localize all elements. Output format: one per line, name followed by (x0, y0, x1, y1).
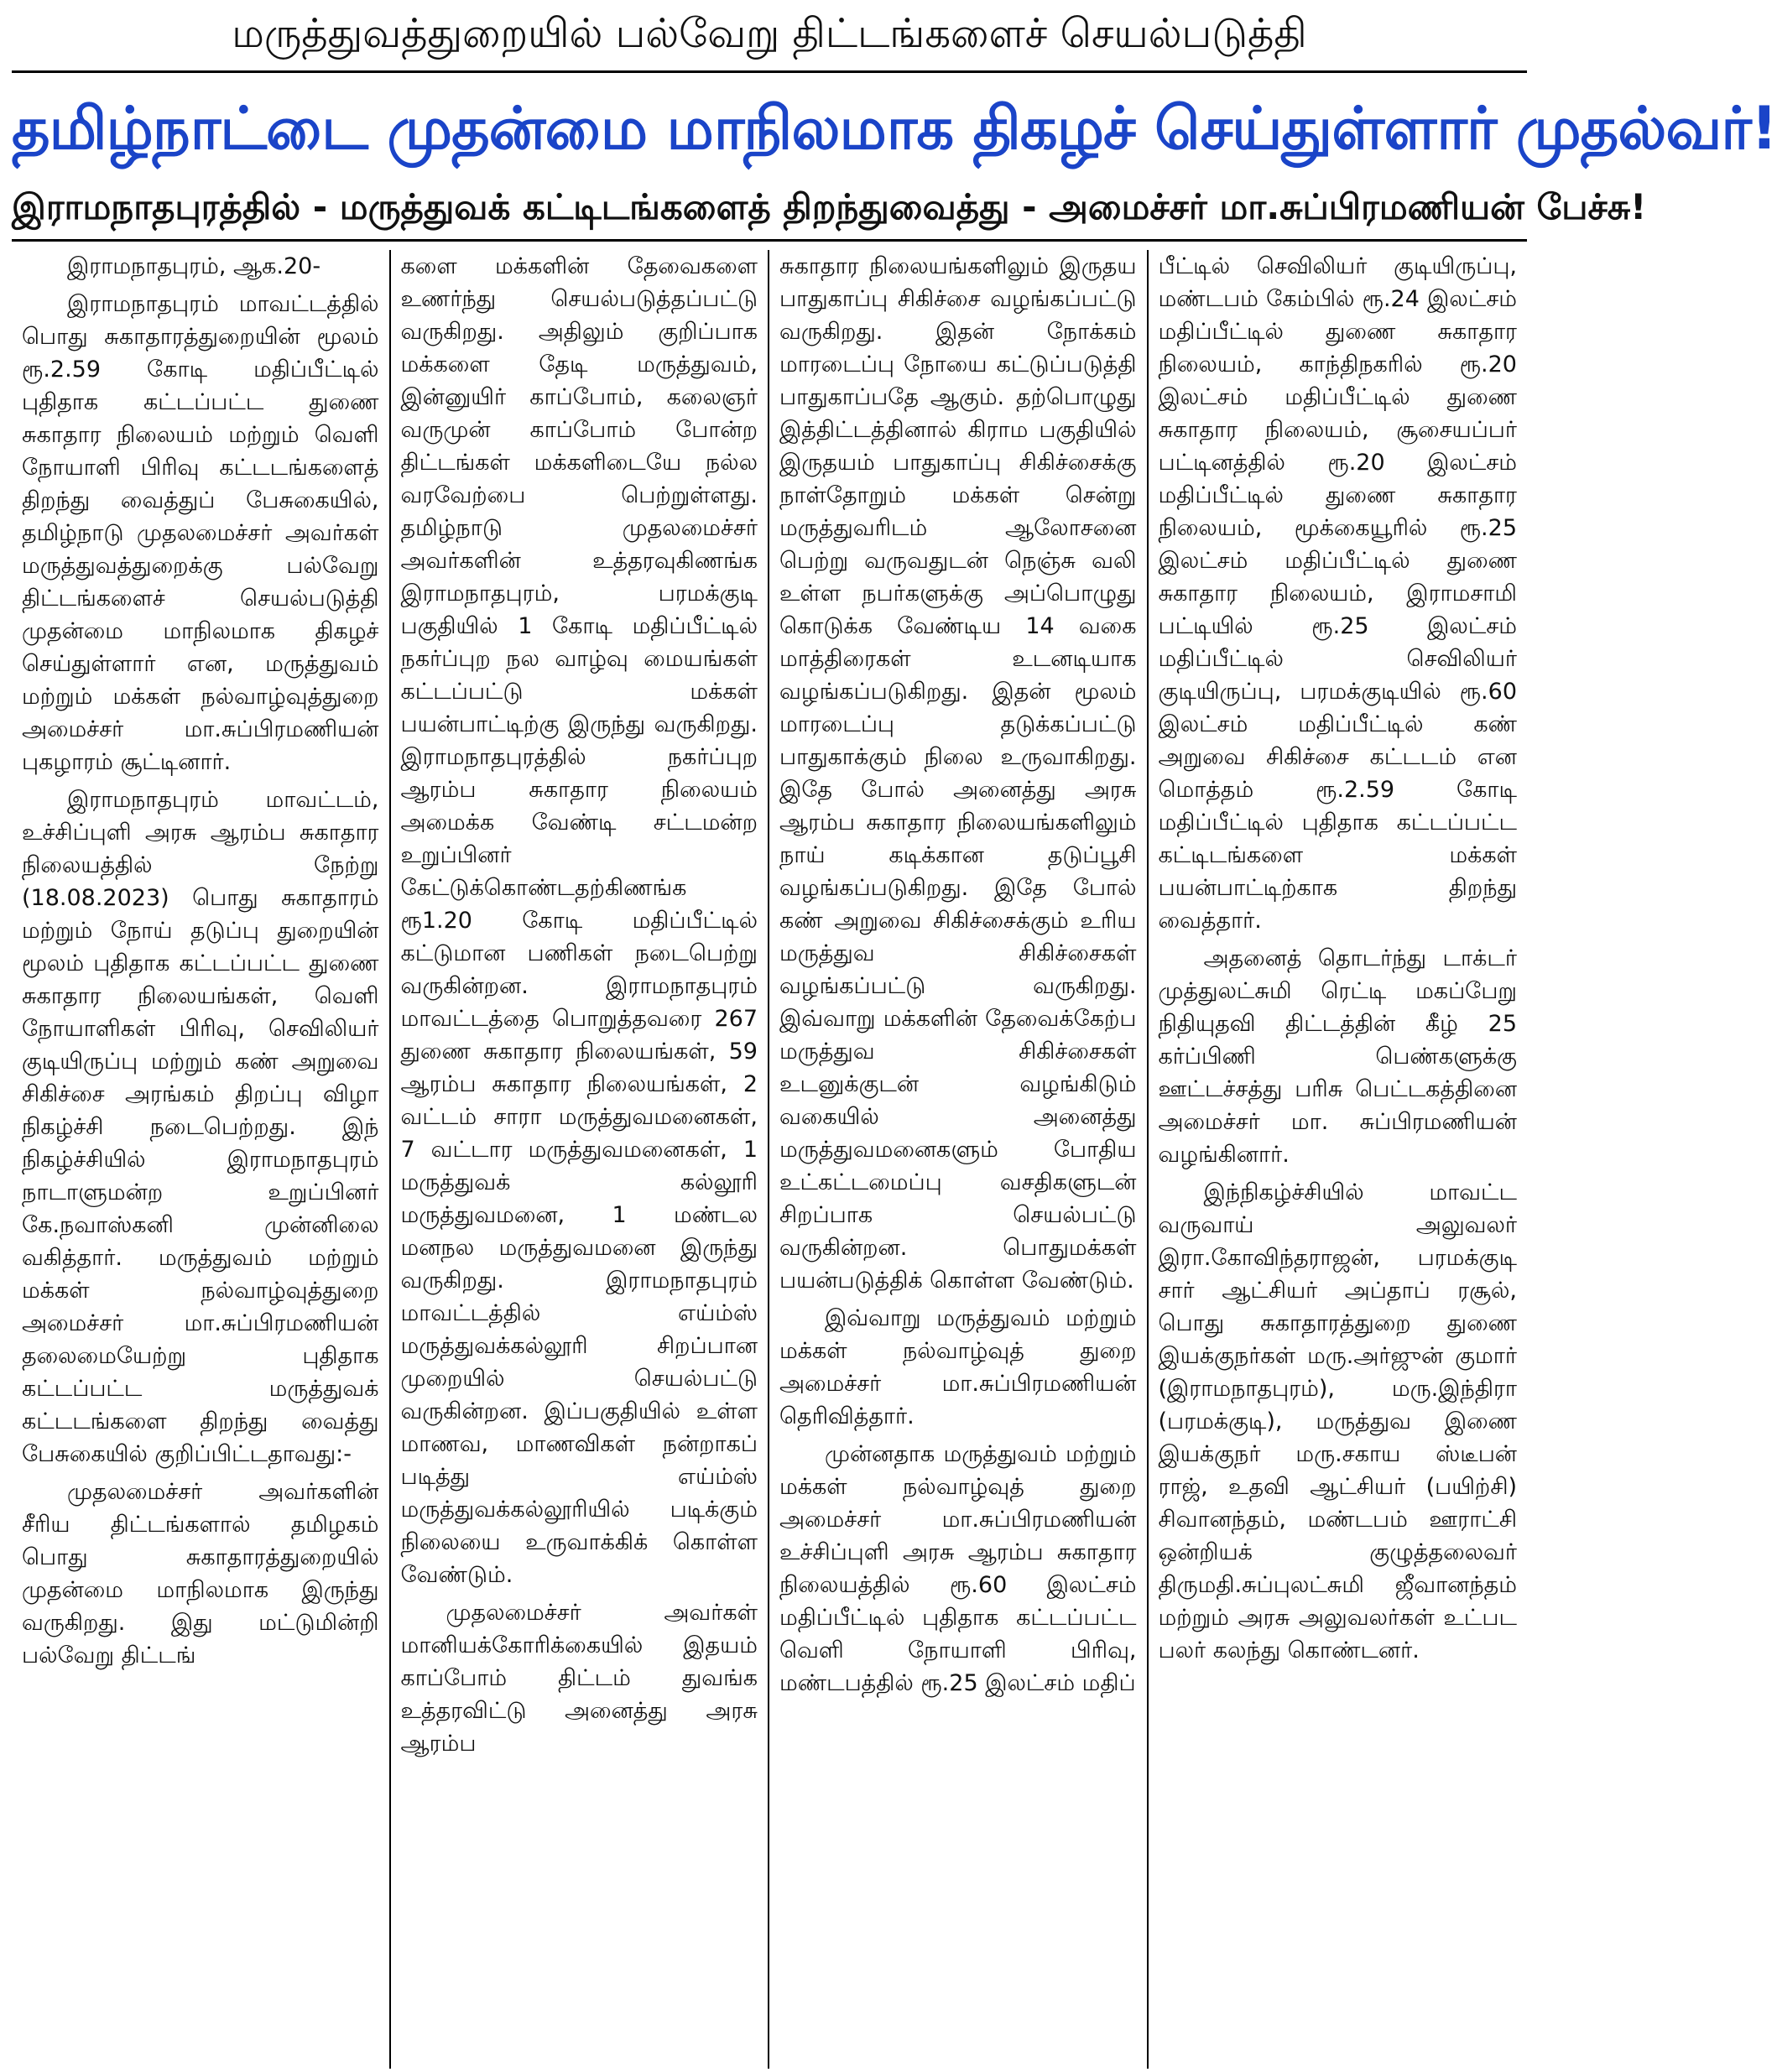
paragraph: முதலமைச்சர் அவர்கள் மானியக்கோரிக்கையில் இதயம் காப்போம் திட்டம் துவங்க உத்தரவிட்டு அனைத்து அரசு ஆரம்ப (400, 1600, 758, 1757)
article-body (12, 250, 1527, 2069)
article-subheadline: இராமநாதபுரத்தில் - மருத்துவக் கட்டிடங்களைத் திறந்துவைத்து - அமைச்சர் மா.சுப்பிரமணியன் பேச்சு! (12, 180, 1527, 242)
paragraph: முதலமைச்சர் அவர்களின் சீரிய திட்டங்களால் தமிழகம் பொது சுகாதாரத்துறையில் முதன்மை மாநிலமாக இருந்து வருகிறது. இது மட்டுமின்றி பல்வேறு திட்டங் (22, 1479, 379, 1669)
paragraph: களை மக்களின் தேவைகளை உணர்ந்து செயல்படுத்தப்பட்டு வருகிறது. அதிலும் குறிப்பாக மக்களை தேடி மருத்துவம், இன்னுயிர் காப்போம், கலைஞர் வருமுன் காப்போம் போன்ற திட்டங்கள் மக்களிடையே நல்ல வரவேற்பை பெற்றுள்ளது. தமிழ்நாடு முதலமைச்சர் அவர்களின் உத்தரவுகிணங்க இராமநாதபுரம், பரமக்குடி பகுதியில் 1 கோடி மதிப்பீட்டில் நகர்ப்புற நல வாழ்வு மையங்கள் கட்டப்பட்டு மக்கள் பயன்பாட்டிற்கு இருந்து வருகிறது. இராமநாதபுரத்தில் நகர்ப்புற ஆரம்ப சுகாதார நிலையம் அமைக்க வேண்டி சட்டமன்ற உறுப்பினர் கேட்டுக்கொண்டதற்கிணங்க ரூ1.20 கோடி மதிப்பீட்டில் கட்டுமான பணிகள் நடைபெற்று வருகின்றன. இராமநாதபுரம் மாவட்டத்தை பொறுத்தவரை 267 துணை சுகாதார நிலையங்கள், 59 ஆரம்ப சுகாதார நிலையங்கள், 2 வட்டம் சாரா மருத்துவமனைகள், 7 வட்டார மருத்துவமனைகள், 1 மருத்துவக் கல்லூரி மருத்துவமனை, 1 மண்டல மனநல மருத்துவமனை இருந்து வருகிறது. இராமநாதபுரம் மாவட்டத்தில் எய்ம்ஸ் மருத்துவக்கல்லூரி சிறப்பான முறையில் செயல்பட்டு வருகின்றன. இப்பகுதியில் உள்ள மாணவ, மாணவிகள் நன்றாகப் படித்து எய்ம்ஸ் மருத்துவக்கல்லூரியில் படிக்கும் நிலையை உருவாக்கிக் கொள்ள வேண்டும். (400, 253, 758, 1588)
article-headline: தமிழ்நாட்டை முதன்மை மாநிலமாக திகழச் செய்துள்ளார் முதல்வர்! (12, 94, 1777, 163)
article-kicker: மருத்துவத்துறையில் பல்வேறு திட்டங்களைச் செயல்படுத்தி (12, 0, 1527, 73)
paragraph: இந்நிகழ்ச்சியில் மாவட்ட வருவாய் அலுவலர் இரா.கோவிந்தராஜன், பரமக்குடி சார் ஆட்சியர் அப்தாப் ரசூல், பொது சுகாதாரத்துறை துணை இயக்குநர்கள் மரு.அர்ஜுன் குமார் (இராமநாதபுரம்), மரு.இந்திரா (பரமக்குடி), மருத்துவ இணை இயக்குநர் மரு.சகாய ஸ்டீபன் ராஜ், உதவி ஆட்சியர் (பயிற்சி) சிவானந்தம், மண்டபம் ஊராட்சி ஒன்றியக் குழுத்தலைவர் திருமதி.சுப்புலட்சுமி ஜீவானந்தம் மற்றும் அரசு அலுவலர்கள் உட்பட பலர் கலந்து கொண்டனர். (1158, 1179, 1517, 1663)
paragraph: பீட்டில் செவிலியர் குடியிருப்பு, மண்டபம் கேம்பில் ரூ.24 இலட்சம் மதிப்பீட்டில் துணை சுகாதார நிலையம், காந்திநகரில் ரூ.20 இலட்சம் மதிப்பீட்டில் துணை சுகாதார நிலையம், சூசையப்பர் பட்டினத்தில் ரூ.20 இலட்சம் மதிப்பீட்டில் துணை சுகாதார நிலையம், மூக்கையூரில் ரூ.25 இலட்சம் மதிப்பீட்டில் துணை சுகாதார நிலையம், இராமசாமி பட்டியில் ரூ.25 இலட்சம் மதிப்பீட்டில் செவிலியர் குடியிருப்பு, பரமக்குடியில் ரூ.60 இலட்சம் மதிப்பீட்டில் கண் அறுவை சிகிச்சை கட்டடம் என மொத்தம் ரூ.2.59 கோடி மதிப்பீட்டில் புதிதாக கட்டப்பட்ட கட்டிடங்களை மக்கள் பயன்பாட்டிற்காக திறந்து வைத்தார். (1158, 253, 1517, 934)
article-column-1 (12, 250, 391, 2069)
paragraph: அதனைத் தொடர்ந்து டாக்டர் முத்துலட்சுமி ரெட்டி மகப்பேறு நிதியுதவி திட்டத்தின் கீழ் 25 கர்ப்பிணி பெண்களுக்கு ஊட்டச்சத்து பரிசு பெட்டகத்தினை அமைச்சர் மா. சுப்பிரமணியன் வழங்கினார். (1158, 945, 1517, 1168)
paragraph: சுகாதார நிலையங்களிலும் இருதய பாதுகாப்பு சிகிச்சை வழங்கப்பட்டு வருகிறது. இதன் நோக்கம் மாரடைப்பு நோயை கட்டுப்படுத்தி பாதுகாப்பதே ஆகும். தற்பொழுது இத்திட்டத்தினால் கிராம பகுதியில் இருதயம் பாதுகாப்பு சிகிச்சைக்கு நாள்தோறும் மக்கள் சென்று மருத்துவரிடம் ஆலோசனை பெற்று வருவதுடன் நெஞ்சு வலி உள்ள நபர்களுக்கு அப்பொழுது கொடுக்க வேண்டிய 14 வகை மாத்திரைகள் உடனடியாக வழங்கப்படுகிறது. இதன் மூலம் மாரடைப்பு தடுக்கப்பட்டு பாதுகாக்கும் நிலை உருவாகிறது. இதே போல் அனைத்து அரசு ஆரம்ப சுகாதார நிலையங்களிலும் நாய் கடிக்கான தடுப்பூசி வழங்கப்படுகிறது. இதே போல் கண் அறுவை சிகிச்சைக்கும் உரிய மருத்துவ சிகிச்சைகள் வழங்கப்பட்டு வருகிறது. இவ்வாறு மக்களின் தேவைக்கேற்ப மருத்துவ சிகிச்சைகள் உடனுக்குடன் வழங்கிடும் வகையில் அனைத்து மருத்துவமனைகளும் போதிய உட்கட்டமைப்பு வசதிகளுடன் சிறப்பாக செயல்பட்டு வருகின்றன. பொதுமக்கள் பயன்படுத்திக் கொள்ள வேண்டும். (779, 253, 1137, 1294)
paragraph: இராமநாதபுரம் மாவட்டம், உச்சிப்புளி அரசு ஆரம்ப சுகாதார நிலையத்தில் நேற்று (18.08.2023) பொது சுகாதாரம் மற்றும் நோய் தடுப்பு துறையின் மூலம் புதிதாக கட்டப்பட்ட துணை சுகாதார நிலையங்கள், வெளி நோயாளிகள் பிரிவு, செவிலியர் குடியிருப்பு மற்றும் கண் அறுவை சிகிச்சை அரங்கம் திறப்பு விழா நிகழ்ச்சி நடைபெற்றது. இந் நிகழ்ச்சியில் இராமநாதபுரம் நாடாளுமன்ற உறுப்பினர் கே.நவாஸ்கனி முன்னிலை வகித்தார். மருத்துவம் மற்றும் மக்கள் நல்வாழ்வுத்துறை அமைச்சர் மா.சுப்பிரமணியன் தலைமையேற்று புதிதாக கட்டப்பட்ட மருத்துவக் கட்டடங்களை திறந்து வைத்து பேசுகையில் குறிப்பிட்டதாவது:- (22, 787, 379, 1467)
paragraph-dateline: இராமநாதபுரம், ஆக.20- (67, 253, 321, 279)
article-column-2 (391, 250, 770, 2069)
paragraph: இராமநாதபுரம் மாவட்டத்தில் பொது சுகாதாரத்துறையின் மூலம் ரூ.2.59 கோடி மதிப்பீட்டில் புதிதாக கட்டப்பட்ட துணை சுகாதார நிலையம் மற்றும் வெளி நோயாளி பிரிவு கட்டடங்களைத் திறந்து வைத்துப் பேசுகையில், தமிழ்நாடு முதலமைச்சர் அவர்கள் மருத்துவத்துறைக்கு பல்வேறு திட்டங்களைச் செயல்படுத்தி முதன்மை மாநிலமாக திகழச் செய்துள்ளார் என, மருத்துவம் மற்றும் மக்கள் நல்வாழ்வுத்துறை அமைச்சர் மா.சுப்பிரமணியன் புகழாரம் சூட்டினார். (22, 291, 379, 775)
paragraph: முன்னதாக மருத்துவம் மற்றும் மக்கள் நல்வாழ்வுத் துறை அமைச்சர் மா.சுப்பிரமணியன் உச்சிப்புளி அரசு ஆரம்ப சுகாதார நிலையத்தில் ரூ.60 இலட்சம் மதிப்பீட்டில் புதிதாக கட்டப்பட்ட வெளி நோயாளி பிரிவு, மண்டபத்தில் ரூ.25 இலட்சம் மதிப் (779, 1441, 1137, 1696)
article-column-4 (1149, 250, 1528, 2069)
paragraph: இவ்வாறு மருத்துவம் மற்றும் மக்கள் நல்வாழ்வுத் துறை அமைச்சர் மா.சுப்பிரமணியன் தெரிவித்தார். (779, 1305, 1137, 1429)
article-column-3 (769, 250, 1149, 2069)
